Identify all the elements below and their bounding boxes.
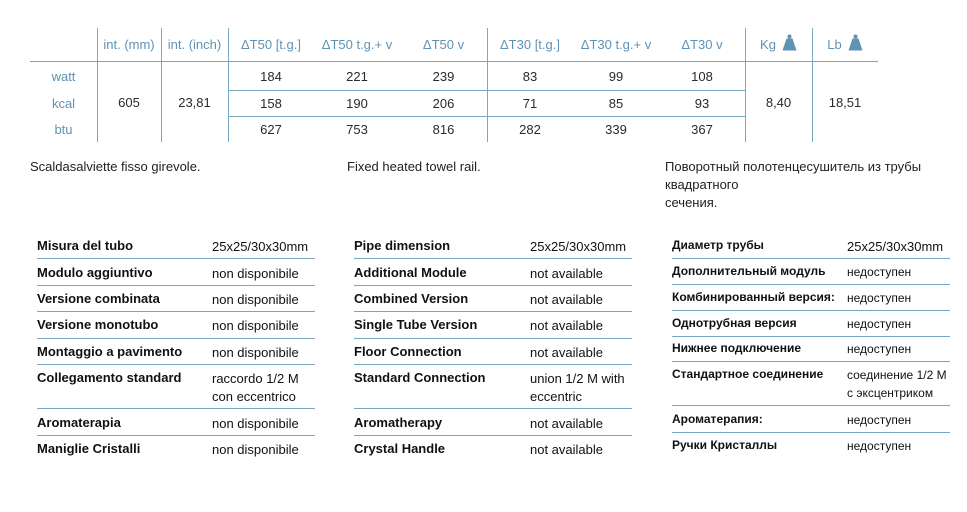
table-cell: 816: [432, 122, 455, 137]
divider: [672, 405, 950, 406]
feature-value: not available: [530, 266, 603, 281]
feature-value: соединение 1/2 M: [847, 368, 947, 382]
header-dt50-tg: ΔT50 [t.g.]: [241, 37, 301, 52]
divider: [354, 435, 632, 436]
divider: [37, 408, 315, 409]
table-cell: 71: [522, 96, 538, 111]
feature-label: Однотрубная версия: [672, 316, 797, 330]
feature-label: Нижнее подключение: [672, 341, 802, 355]
feature-value: недоступен: [847, 265, 912, 279]
feature-label: Aromaterapia: [37, 415, 121, 430]
feature-value-line2: с эксцентриком: [847, 386, 934, 400]
header-int-inch: int. (inch): [167, 37, 222, 52]
feature-value: 25x25/30x30mm: [530, 239, 627, 254]
feature-label: Комбинированный версия:: [672, 290, 835, 304]
feature-value: not available: [530, 416, 603, 431]
feature-label: Misura del tubo: [37, 238, 134, 253]
description-ru-line: Поворотный полотенцесушитель из трубы квадратного: [665, 159, 922, 192]
int-mm-value: 605: [118, 94, 140, 110]
feature-label: Диаметр трубы: [672, 238, 764, 252]
description-it: Scaldasalviette fisso girevole.: [30, 159, 201, 174]
table-cell: 108: [691, 68, 713, 84]
table-cell: 85: [608, 96, 624, 111]
feature-label: Floor Connection: [354, 344, 462, 359]
int-inch-value: 23,81: [178, 94, 211, 110]
divider: [672, 432, 950, 433]
description-en: Fixed heated towel rail.: [347, 159, 481, 174]
header-dt30-v: ΔT30 v: [681, 37, 723, 52]
feature-value: non disponibile: [212, 416, 299, 431]
divider: [354, 311, 632, 312]
divider: [354, 258, 632, 259]
feature-label: Single Tube Version: [354, 317, 478, 332]
table-cell: 206: [432, 96, 455, 111]
table-cell: 239: [432, 68, 455, 84]
header-dt50-tgv: ΔT50 t.g.+ v: [321, 37, 393, 52]
divider: [37, 285, 315, 286]
description-ru-line: сечения.: [665, 195, 718, 210]
table-cell: 184: [260, 68, 282, 84]
feature-list-en: [354, 0, 632, 512]
feature-label: Versione monotubo: [37, 317, 159, 332]
feature-value-line2: con eccentrico: [212, 389, 296, 404]
table-cell: 99: [608, 68, 624, 84]
feature-value: non disponibile: [212, 292, 299, 307]
feature-label: Aromatherapy: [354, 415, 443, 430]
table-cell: 158: [260, 96, 282, 111]
feature-value: non disponibile: [212, 442, 299, 457]
feature-value: not available: [530, 318, 603, 333]
header-dt30-tgv: ΔT30 t.g.+ v: [580, 37, 652, 52]
feature-value: union 1/2 M with: [530, 371, 625, 386]
divider: [37, 258, 315, 259]
header-dt50-v: ΔT50 v: [422, 37, 465, 52]
feature-label: Modulo aggiuntivo: [37, 265, 153, 280]
row-label-btu: btu: [54, 122, 73, 137]
feature-value: недоступен: [847, 413, 912, 427]
feature-value: non disponibile: [212, 318, 299, 333]
divider: [672, 284, 950, 285]
divider: [672, 258, 950, 259]
table-cell: 282: [519, 122, 541, 137]
feature-label: Pipe dimension: [354, 238, 451, 253]
feature-value: non disponibile: [212, 266, 299, 281]
feature-label: Crystal Handle: [354, 441, 446, 456]
feature-value: not available: [530, 292, 603, 307]
divider: [37, 364, 315, 365]
header-kg-label: Kg: [760, 37, 776, 52]
header-int-mm: int. (mm): [103, 37, 155, 52]
feature-value: not available: [530, 345, 603, 360]
divider: [354, 285, 632, 286]
feature-label: Ручки Кристаллы: [672, 438, 778, 452]
table-cell: 221: [346, 68, 368, 84]
header-lb-label: Lb: [827, 37, 842, 52]
feature-label: Ароматерапия:: [672, 412, 763, 426]
feature-value: недоступен: [847, 439, 912, 453]
feature-label: Versione combinata: [37, 291, 160, 306]
feature-value: недоступен: [847, 342, 912, 356]
table-cell: 339: [605, 122, 627, 137]
table-cell: 190: [346, 96, 368, 111]
table-cell: 93: [694, 96, 710, 111]
feature-value: недоступен: [847, 317, 912, 331]
feature-value: 25x25/30x30mm: [847, 239, 944, 254]
feature-list-ru: [672, 0, 950, 512]
feature-value: недоступен: [847, 291, 912, 305]
feature-label: Стандартное соединение: [672, 367, 824, 381]
divider: [672, 310, 950, 311]
divider: [354, 408, 632, 409]
feature-value: non disponibile: [212, 345, 299, 360]
divider: [672, 361, 950, 362]
table-cell: 367: [691, 122, 713, 137]
feature-value: 25x25/30x30mm: [212, 239, 309, 254]
feature-label: Additional Module: [354, 265, 467, 280]
divider: [354, 364, 632, 365]
row-label-watt: watt: [51, 68, 76, 84]
feature-value: raccordo 1/2 M: [212, 371, 299, 386]
divider: [354, 338, 632, 339]
feature-label: Combined Version: [354, 291, 469, 306]
divider: [37, 311, 315, 312]
header-dt30-tg: ΔT30 [t.g.]: [500, 37, 560, 52]
feature-label: Maniglie Cristalli: [37, 441, 141, 456]
feature-label: Дополнительный модуль: [672, 264, 826, 278]
feature-list-it: [37, 0, 315, 512]
feature-label: Montaggio a pavimento: [37, 344, 183, 359]
feature-label: Standard Connection: [354, 370, 486, 385]
divider: [672, 336, 950, 337]
divider: [37, 435, 315, 436]
kg-value: 8,40: [765, 94, 792, 110]
feature-value-line2: eccentric: [530, 389, 583, 404]
table-cell: 753: [346, 122, 368, 137]
feature-label: Collegamento standard: [37, 370, 182, 385]
table-cell: 83: [522, 68, 538, 84]
feature-value: not available: [530, 442, 603, 457]
lb-value: 18,51: [828, 94, 862, 110]
table-cell: 627: [260, 122, 282, 137]
divider: [37, 338, 315, 339]
row-label-kcal: kcal: [51, 96, 76, 111]
